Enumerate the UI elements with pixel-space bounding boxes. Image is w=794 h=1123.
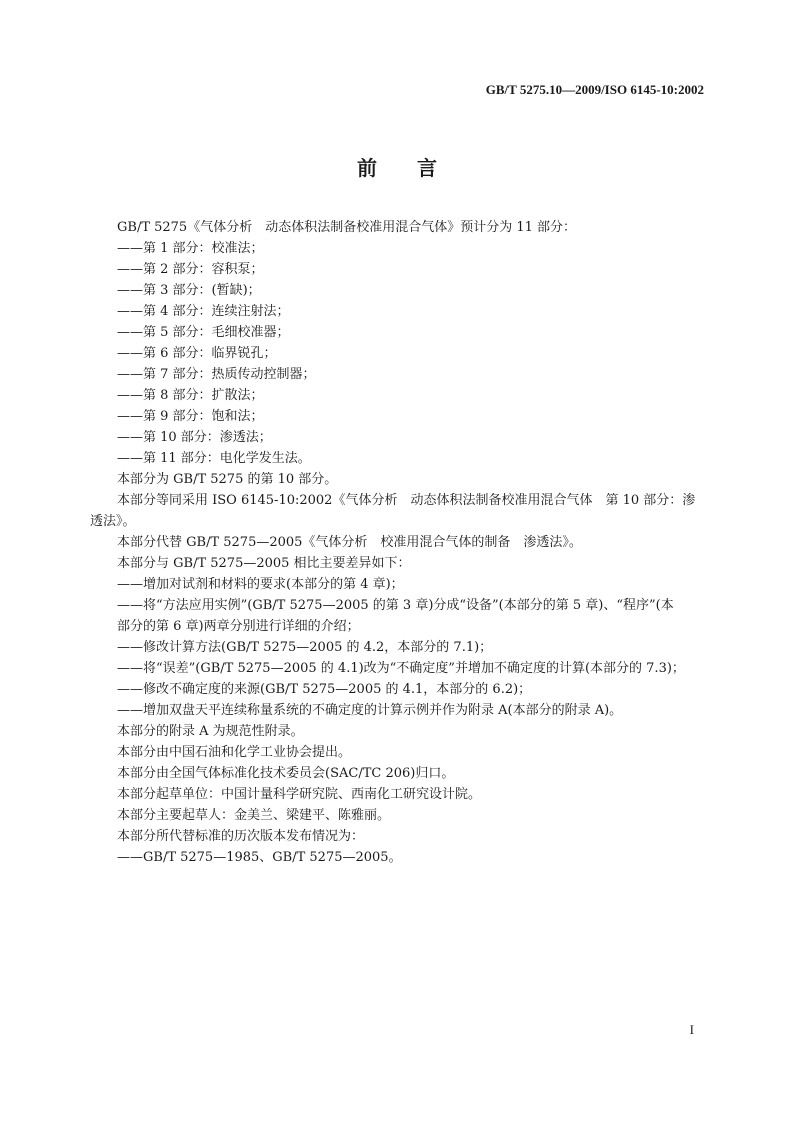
history-item: ——GB/T 5275—1985、GB/T 5275—2005。 bbox=[117, 850, 402, 865]
part-item-6: ——第 6 部分：临界锐孔； bbox=[117, 346, 277, 361]
difference-item-5: ——修改不确定度的来源(GB/T 5275—2005 的 4.1，本部分的 6.2)； bbox=[117, 682, 532, 697]
difference-item-3: ——修改计算方法(GB/T 5275—2005 的 4.2，本部分的 7.1)； bbox=[117, 640, 493, 655]
page-number: I bbox=[689, 1022, 694, 1037]
difference-item-2-line2: 部分的第 6 章)两章分别进行详细的介绍； bbox=[117, 619, 360, 634]
part-item-7: ——第 7 部分：热质传动控制器； bbox=[117, 367, 316, 382]
foreword-body bbox=[90, 217, 704, 868]
drafters-paragraph: 本部分主要起草人：金美兰、梁建平、陈雅丽。 bbox=[117, 808, 391, 823]
part-item-9: ——第 9 部分：饱和法； bbox=[117, 409, 264, 424]
centralized-by-paragraph: 本部分由全国气体标准化技术委员会(SAC/TC 206)归口。 bbox=[117, 766, 455, 781]
replaces-paragraph: 本部分代替 GB/T 5275—2005《气体分析 校准用混合气体的制备 渗透法》。 bbox=[117, 535, 582, 550]
history-intro-paragraph: 本部分所代替标准的历次版本发布情况为： bbox=[117, 829, 365, 844]
this-part-paragraph: 本部分为 GB/T 5275 的第 10 部分。 bbox=[117, 472, 338, 487]
drafting-units-paragraph: 本部分起草单位：中国计量科学研究院、西南化工研究设计院。 bbox=[117, 787, 482, 802]
part-item-11: ——第 11 部分：电化学发生法。 bbox=[117, 451, 311, 466]
part-item-1: ——第 1 部分：校准法； bbox=[117, 241, 264, 256]
part-item-10: ——第 10 部分：渗透法； bbox=[117, 430, 272, 445]
page-title: 前言 bbox=[357, 156, 477, 180]
part-item-3: ——第 3 部分：(暂缺)； bbox=[117, 283, 261, 298]
difference-item-1: ——增加对试剂和材料的要求(本部分的第 4 章)； bbox=[117, 577, 404, 592]
difference-item-2-line1: ——将“方法应用实例”(GB/T 5275—2005 的第 3 章)分成“设备”(本部分的第 5 章)、“程序”(本 bbox=[117, 598, 674, 613]
part-item-5: ——第 5 部分：毛细校准器； bbox=[117, 325, 290, 340]
equivalence-paragraph-line2: 透法》。 bbox=[90, 514, 136, 529]
difference-item-6: ——增加双盘天平连续称量系统的不确定度的计算示例并作为附录 A(本部分的附录 A)。 bbox=[117, 703, 623, 718]
difference-item-4: ——将“误差”(GB/T 5275—2005 的 4.1)改为“不确定度”并增加不确定度的计算(本部分的 7.3)； bbox=[117, 661, 685, 676]
annex-paragraph: 本部分的附录 A 为规范性附录。 bbox=[117, 724, 304, 739]
part-item-4: ——第 4 部分：连续注射法； bbox=[117, 304, 290, 319]
equivalence-paragraph-line1: 本部分等同采用 ISO 6145-10:2002《气体分析 动态体积法制备校准用混合气体 第 10 部分：渗 bbox=[117, 493, 696, 508]
part-item-2: ——第 2 部分：容积泵； bbox=[117, 262, 264, 277]
part-item-8: ——第 8 部分：扩散法； bbox=[117, 388, 264, 403]
proposed-by-paragraph: 本部分由中国石油和化学工业协会提出。 bbox=[117, 745, 352, 760]
intro-paragraph: GB/T 5275《气体分析 动态体积法制备校准用混合气体》预计分为 11 部分： bbox=[117, 220, 577, 235]
standard-code: GB/T 5275.10—2009/ISO 6145-10:2002 bbox=[485, 82, 704, 97]
differences-intro: 本部分与 GB/T 5275—2005 相比主要差异如下： bbox=[117, 556, 411, 571]
